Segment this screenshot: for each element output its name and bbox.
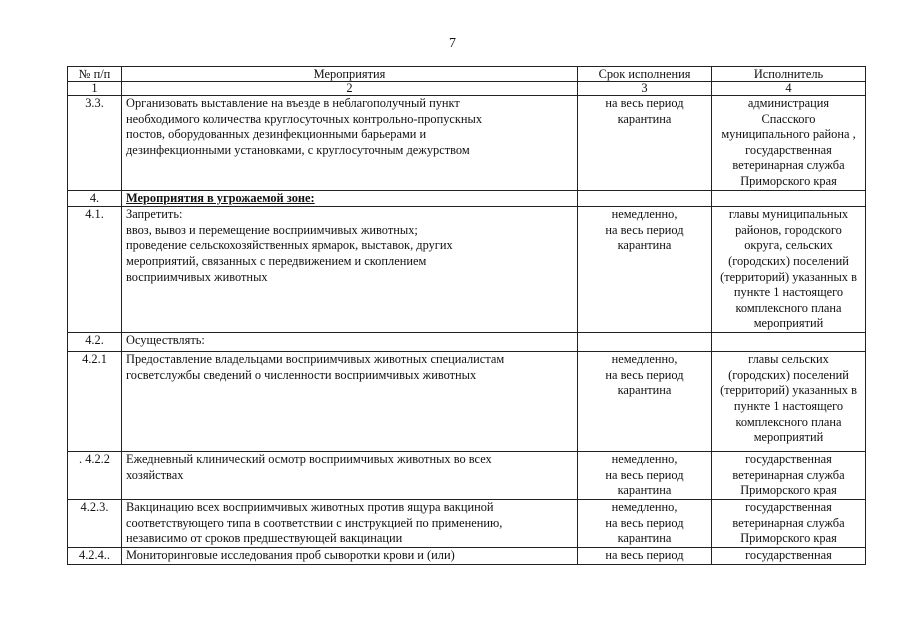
row-term: немедленно, на весь период карантина <box>578 207 712 333</box>
section-title: Мероприятия в угрожаемой зоне: <box>126 190 315 205</box>
table-header-row <box>68 67 866 82</box>
row-term: на весь период <box>578 548 712 565</box>
row-number: 3.3. <box>68 96 122 191</box>
table-row <box>68 207 866 333</box>
row-action: Предоставление владельцами восприимчивых животных специалистам госветслужбы сведений о численности восприимчивых животных <box>122 352 578 452</box>
header-executor: Исполнитель <box>712 67 866 82</box>
row-term: немедленно, на весь период карантина <box>578 500 712 548</box>
column-number-row <box>68 82 866 96</box>
row-executor: главы сельских (городских) поселений (территорий) указанных в пункте 1 настоящего комплексного плана мероприятий <box>712 352 866 452</box>
column-number: 1 <box>68 82 122 96</box>
row-executor: государственная <box>712 548 866 565</box>
header-action: Мероприятия <box>122 67 578 82</box>
header-number: № п/п <box>68 67 122 82</box>
row-action: Запретить: ввоз, вывоз и перемещение восприимчивых животных; проведение сельскохозяйственных ярмарок, выставок, других мероприятий, связанных с передвижением и скоплением восприимчивых животных <box>122 207 578 333</box>
row-action: Ежедневный клинический осмотр восприимчивых животных во всех хозяйствах <box>122 452 578 500</box>
row-number: 4.1. <box>68 207 122 333</box>
row-executor: государственная ветеринарная служба Приморского края <box>712 452 866 500</box>
row-term: на весь период карантина <box>578 96 712 191</box>
row-number: 4.2.4.. <box>68 548 122 565</box>
row-executor <box>712 333 866 352</box>
row-action: Осуществлять: <box>122 333 578 352</box>
row-executor <box>712 190 866 207</box>
table-row <box>68 96 866 191</box>
row-number: 4.2.1 <box>68 352 122 452</box>
row-term <box>578 333 712 352</box>
row-action: Вакцинацию всех восприимчивых животных против ящура вакциной соответствующего типа в соответствии с инструкцией по применению, независимо от сроков предшествующей вакцинации <box>122 500 578 548</box>
row-executor: администрация Спасского муниципального района , государственная ветеринарная служба Приморского края <box>712 96 866 191</box>
column-number: 2 <box>122 82 578 96</box>
table-row <box>68 190 866 207</box>
table-row <box>68 352 866 452</box>
row-term <box>578 190 712 207</box>
row-action: Мониторинговые исследования проб сыворотки крови и (или) <box>122 548 578 565</box>
row-action: Организовать выставление на въезде в неблагополучный пункт необходимого количества круглосуточных контрольно-пропускных постов, оборудованных дезинфекционными барьерами и дезинфекционными установками, с круглосуточным дежурством <box>122 96 578 191</box>
row-number: 4.2.3. <box>68 500 122 548</box>
column-number: 3 <box>578 82 712 96</box>
row-number: 4.2. <box>68 333 122 352</box>
header-term: Срок исполнения <box>578 67 712 82</box>
row-number: 4. <box>68 190 122 207</box>
table-row <box>68 452 866 500</box>
row-term: немедленно, на весь период карантина <box>578 452 712 500</box>
row-number: . 4.2.2 <box>68 452 122 500</box>
row-term: немедленно, на весь период карантина <box>578 352 712 452</box>
column-number: 4 <box>712 82 866 96</box>
row-action <box>122 190 578 207</box>
page-number: 7 <box>449 36 456 51</box>
row-executor: государственная ветеринарная служба Приморского края <box>712 500 866 548</box>
row-executor: главы муниципальных районов, городского округа, сельских (городских) поселений (территорий) указанных в пункте 1 настоящего комплексного плана мероприятий <box>712 207 866 333</box>
table-row <box>68 333 866 352</box>
table-row <box>68 548 866 565</box>
table-row <box>68 500 866 548</box>
measures-table <box>67 66 866 565</box>
